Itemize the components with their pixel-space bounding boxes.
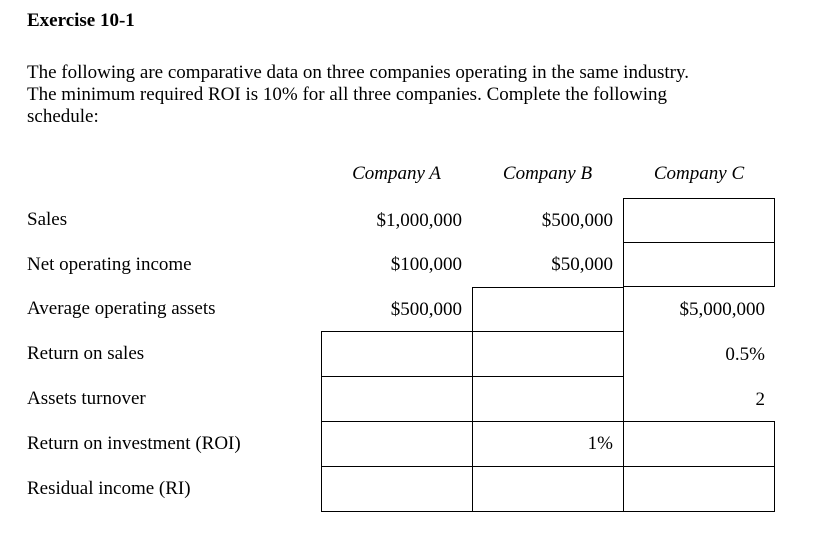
input-return-on-sales-company-b[interactable]	[472, 331, 624, 377]
input-roi-company-a[interactable]	[321, 421, 473, 467]
instruction-line: schedule:	[27, 106, 99, 127]
input-ri-company-c[interactable]	[623, 466, 775, 512]
cell-sales-company-a: $1,000,000	[376, 210, 462, 231]
input-roi-company-c[interactable]	[623, 421, 775, 467]
row-label-residual-income: Residual income (RI)	[27, 478, 191, 499]
exercise-title: Exercise 10-1	[27, 10, 135, 31]
cell-assets-company-a: $500,000	[390, 299, 462, 320]
row-label-return-on-sales: Return on sales	[27, 343, 145, 364]
cell-return-on-sales-company-c: 0.5%	[725, 344, 765, 365]
row-label-roi: Return on investment (ROI)	[27, 433, 241, 454]
instruction-line: The following are comparative data on three companies operating in the same industry.	[27, 62, 689, 83]
column-header-company-c: Company C	[653, 163, 745, 184]
column-header-company-a: Company A	[352, 163, 441, 184]
cell-noi-company-a: $100,000	[390, 254, 462, 275]
row-label-sales: Sales	[27, 209, 68, 230]
column-header-company-b: Company B	[502, 163, 593, 184]
input-return-on-sales-company-a[interactable]	[321, 331, 473, 377]
cell-roi-company-b: 1%	[472, 421, 624, 467]
input-assets-company-b[interactable]	[472, 287, 624, 332]
input-ri-company-a[interactable]	[321, 466, 473, 512]
instruction-line: The minimum required ROI is 10% for all three companies. Complete the following	[27, 84, 668, 105]
row-label-net-operating-income: Net operating income	[27, 254, 192, 275]
input-noi-company-c[interactable]	[623, 242, 775, 287]
cell-noi-company-b: $50,000	[551, 254, 613, 275]
cell-assets-company-c: $5,000,000	[679, 299, 765, 320]
instructions	[27, 62, 807, 128]
cell-sales-company-b: $500,000	[541, 210, 613, 231]
input-turnover-company-b[interactable]	[472, 376, 624, 422]
row-label-assets-turnover: Assets turnover	[27, 388, 146, 409]
cell-turnover-company-c: 2	[755, 389, 765, 410]
input-turnover-company-a[interactable]	[321, 376, 473, 422]
input-ri-company-b[interactable]	[472, 466, 624, 512]
row-label-average-operating-assets: Average operating assets	[27, 298, 216, 319]
input-sales-company-c[interactable]	[623, 198, 775, 243]
